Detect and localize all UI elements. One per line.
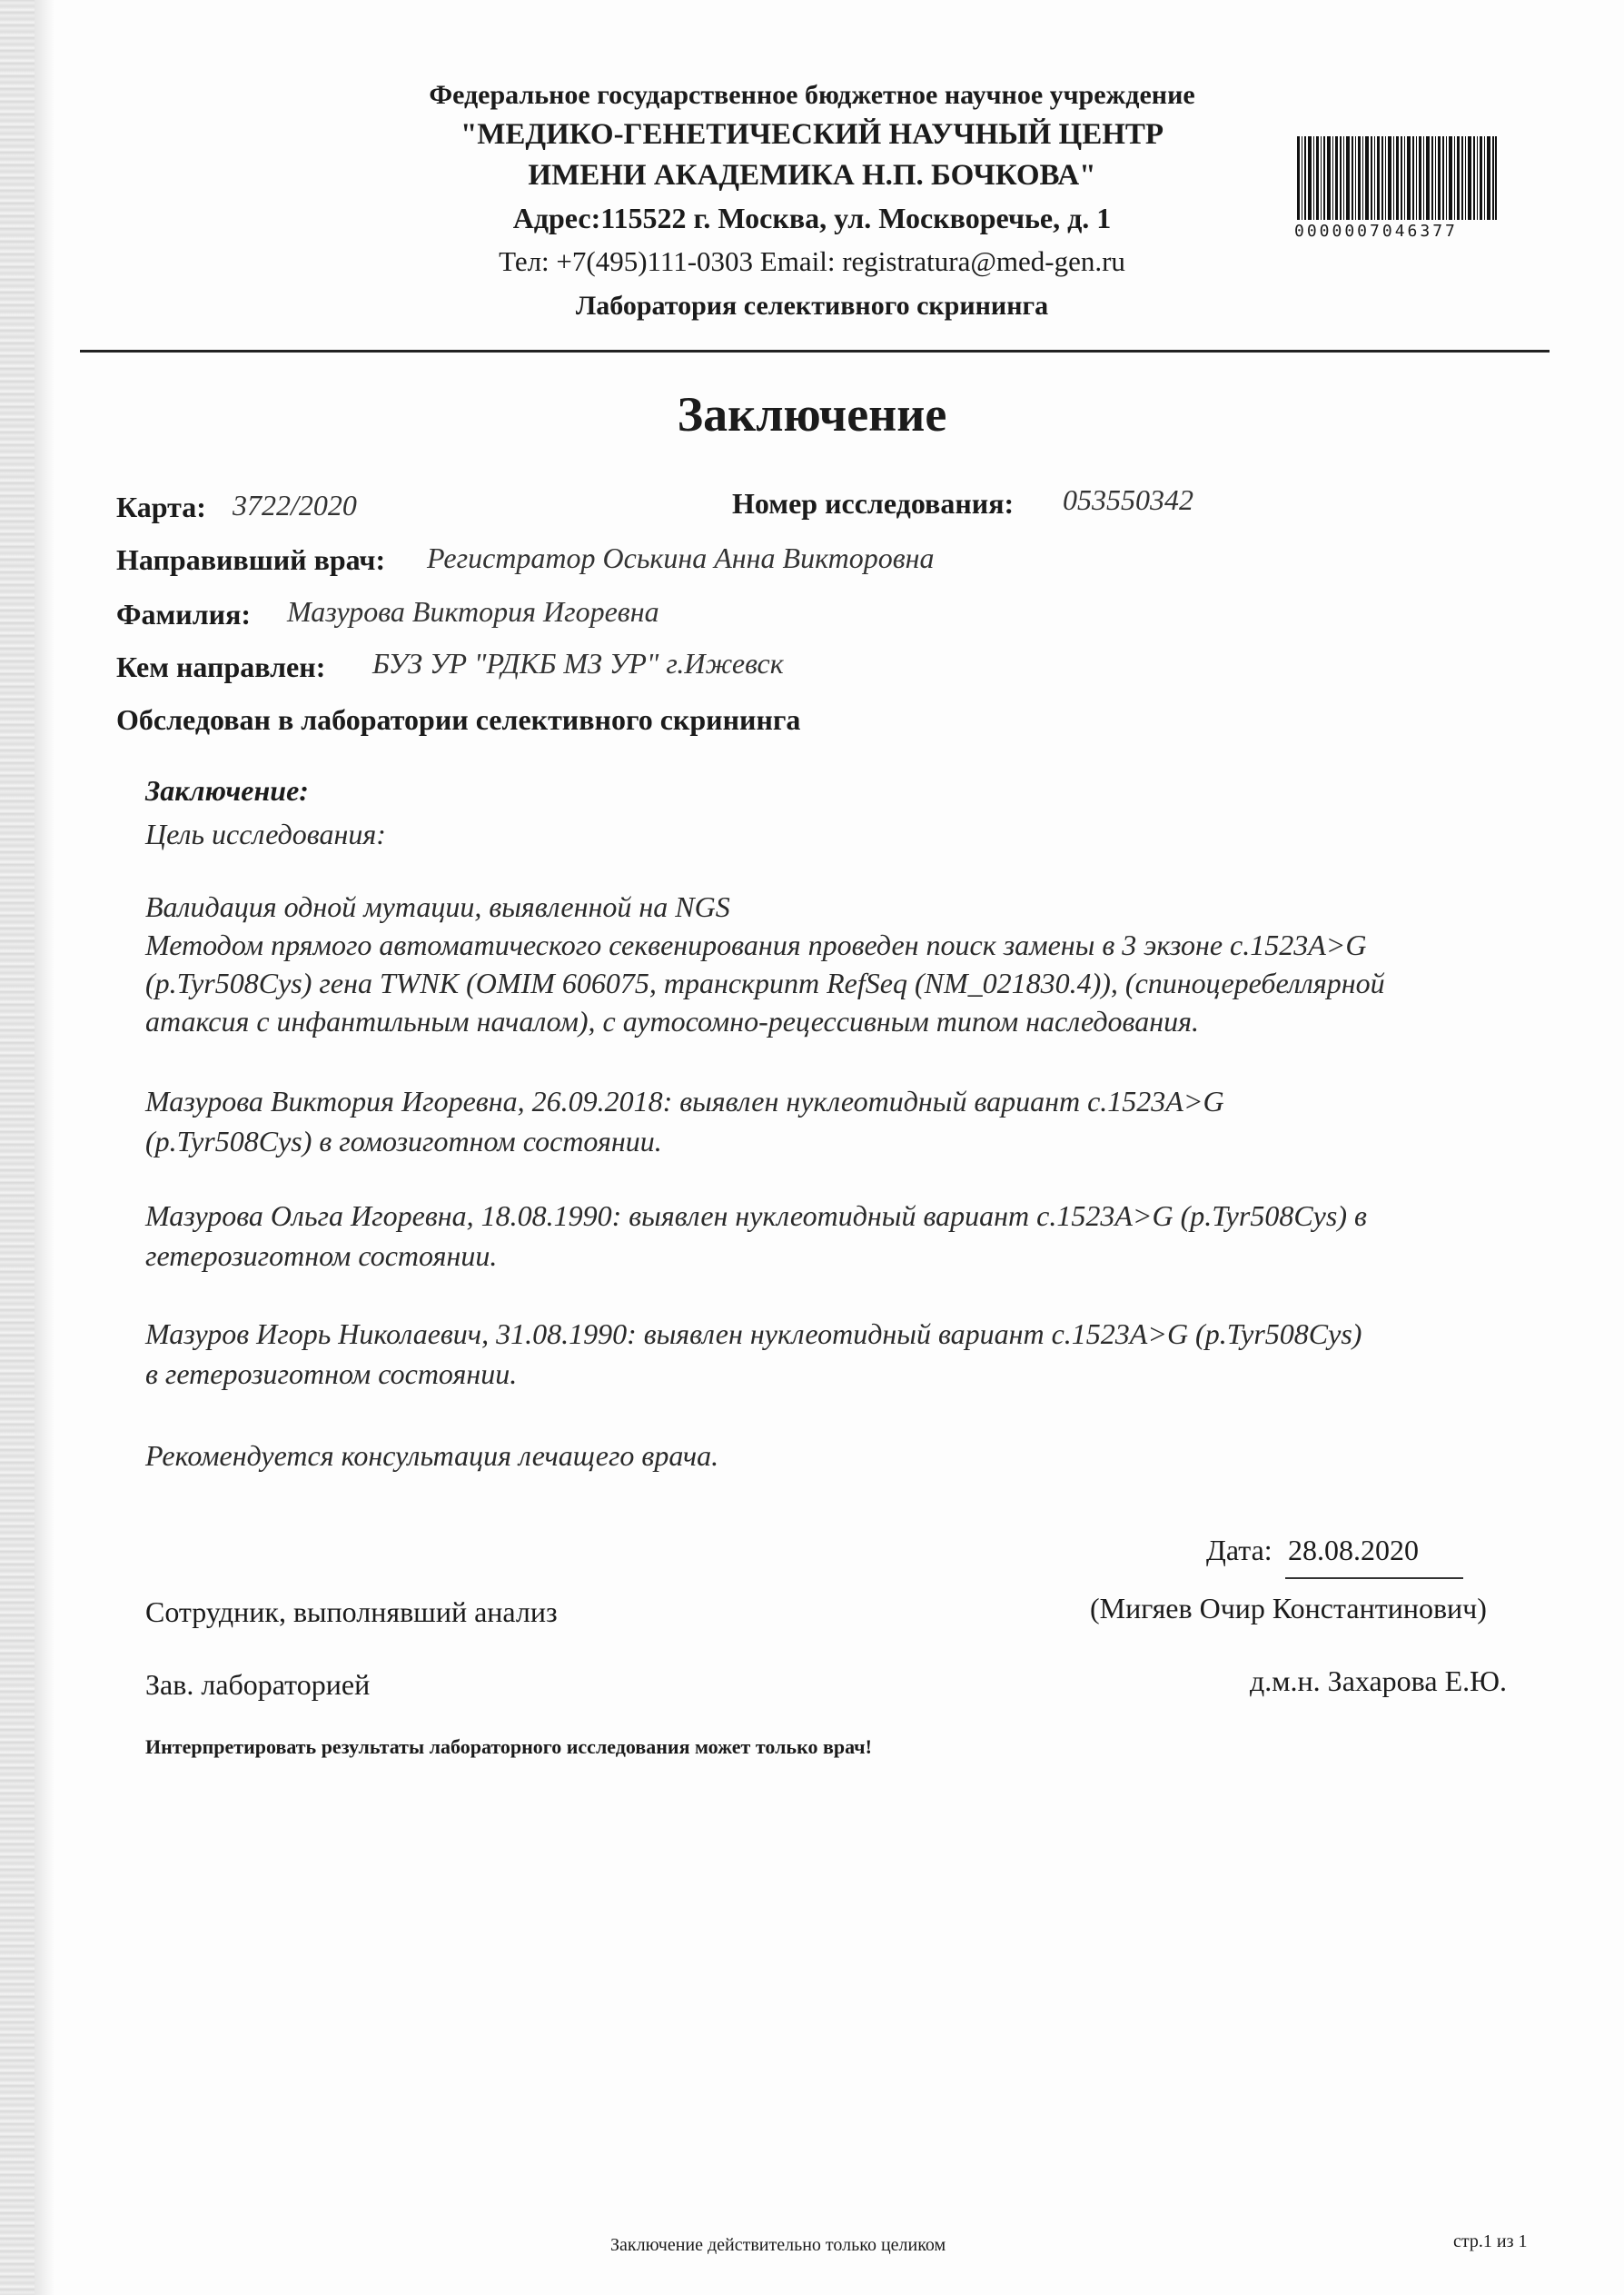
paragraph-1-line-4: атаксия с инфантильным началом), с аутосомно-рецессивным типом наследования. [145,1005,1199,1038]
document-title: Заключение [677,387,947,442]
paragraph-1-line-1: Валидация одной мутации, выявленной на NGS [145,890,730,923]
page-number: стр.1 из 1 [1453,2231,1528,2251]
date-label: Дата: [1206,1534,1272,1566]
org-line-2: "МЕДИКО-ГЕНЕТИЧЕСКИЙ НАУЧНЫЙ ЦЕНТР [460,118,1164,151]
date-value: 28.08.2020 [1288,1534,1419,1566]
paragraph-4-line-2: в гетерозиготном состоянии. [145,1357,518,1390]
paragraph-1-line-3: (p.Tyr508Cys) гена TWNK (OMIM 606075, транскрипт RefSeq (NM_021830.4)), (спиноцеребеллярной [145,967,1385,999]
head-of-lab-name: д.м.н. Захарова Е.Ю. [1250,1664,1507,1697]
org-address: Адрес:115522 г. Москва, ул. Москворечье, д. 1 [512,202,1112,234]
card-value: 3722/2020 [233,489,357,522]
employee-name: (Мигяев Очир Константинович) [1090,1592,1487,1624]
paragraph-2-line-2: (p.Tyr508Cys) в гомозиготном состоянии. [145,1125,662,1157]
study-number-label: Номер исследования: [732,487,1015,520]
org-line-3: ИМЕНИ АКАДЕМИКА Н.П. БОЧКОВА" [528,159,1096,192]
interpretation-warning: Интерпретировать результаты лабораторного исследования может только врач! [145,1735,872,1758]
paragraph-1-line-2: Методом прямого автоматического секвенирования проведен поиск замены в 3 экзоне c.1523A>G [145,929,1367,961]
surname-value: Мазурова Виктория Игоревна [287,595,659,628]
org-line-1: Федеральное государственное бюджетное научное учреждение [429,80,1195,110]
org-contacts: Тел: +7(495)111-0303 Email: registratura@med-gen.ru [499,245,1125,277]
paragraph-3-line-2: гетерозиготном состоянии. [145,1239,498,1272]
footer-validity: Заключение действительно только целиком [610,2235,946,2255]
referred-by-value: БУЗ УР "РДКБ МЗ УР" г.Ижевск [372,647,784,680]
card-label: Карта: [116,491,206,523]
study-number-value: 053550342 [1063,483,1193,516]
date-underline [1285,1577,1463,1579]
referred-by-label: Кем направлен: [116,651,326,683]
employee-label: Сотрудник, выполнявший анализ [145,1595,558,1628]
referring-doctor-value: Регистратор Оськина Анна Викторовна [427,541,935,574]
lab-name: Лаборатория селективного скрининга [575,291,1049,321]
study-purpose: Цель исследования: [145,818,386,850]
head-of-lab-label: Зав. лабораторией [145,1668,371,1701]
paragraph-4-line-1: Мазуров Игорь Николаевич, 31.08.1990: выявлен нуклеотидный вариант c.1523A>G (p.Tyr508Cys) [145,1317,1362,1350]
scan-edge-shadow [35,0,54,2295]
paragraph-3-line-1: Мазурова Ольга Игоревна, 18.08.1990: выявлен нуклеотидный вариант c.1523A>G (p.Tyr508Cys) в [145,1199,1367,1232]
barcode [1297,136,1497,220]
surname-label: Фамилия: [116,598,252,631]
conclusion-heading: Заключение: [145,774,309,807]
recommendation: Рекомендуется консультация лечащего врача. [145,1439,719,1472]
paragraph-2-line-1: Мазурова Виктория Игоревна, 26.09.2018: выявлен нуклеотидный вариант c.1523A>G [145,1085,1224,1118]
barcode-number: 0000007046377 [1294,222,1458,241]
referring-doctor-label: Направивший врач: [116,543,386,576]
header-divider [80,350,1550,353]
scan-edge [0,0,35,2295]
examined-in-lab: Обследован в лаборатории селективного скрининга [116,703,801,736]
